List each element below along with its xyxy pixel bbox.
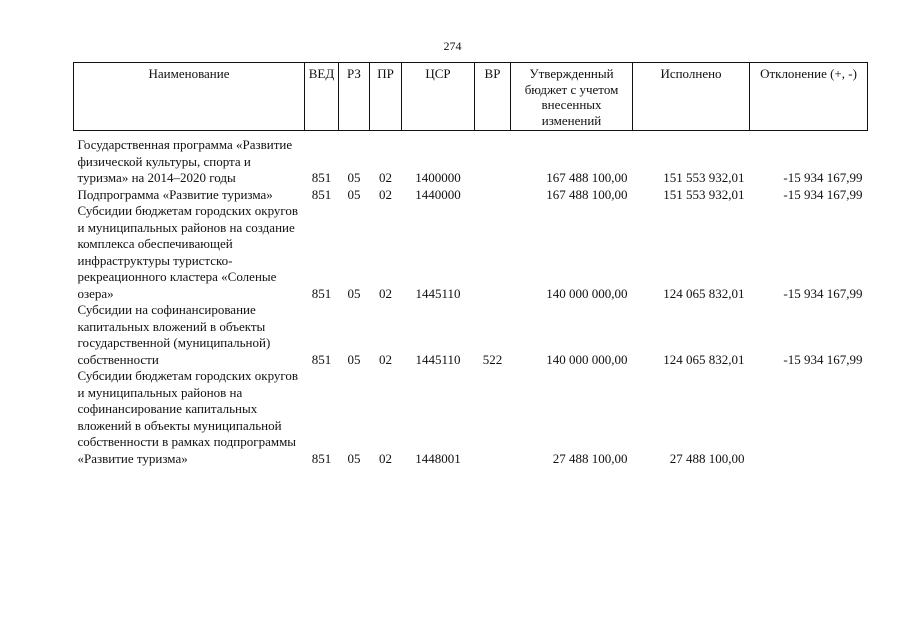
row-csr: 1440000 [415,186,461,202]
row-ved: 851 [311,351,332,367]
table-row [74,203,868,302]
row-vr [475,368,511,467]
row-vr: 522 [482,351,503,367]
row-csr: 1445110 [415,351,461,367]
row-name: Подпрограмма «Развитие туризма» [77,186,273,202]
table-row [74,368,868,467]
table-row [74,302,868,368]
table-row [74,187,868,204]
row-deviation: -15 934 167,99 [783,186,863,202]
row-rz: 05 [347,351,361,367]
row-ved: 851 [311,450,332,466]
header-deviation: Отклонение (+, -) [750,63,868,131]
row-approved: 27 488 100,00 [552,450,628,466]
header-vr: ВР [475,63,511,131]
header-pr: ПР [370,63,402,131]
row-name: Субсидии на софинансирование капитальных вложений в объекты государственной (муниципальной) собственности [77,302,271,367]
row-name: Субсидии бюджетам городских округов и муниципальных районов на софинансирование капитальных вложений в объекты муниципальной собственности в рамках подпрограммы «Развитие туризма» [77,368,299,466]
row-ved: 851 [311,170,332,185]
header-name: Наименование [74,63,305,131]
row-deviation [750,368,868,467]
table-header-row [74,63,868,131]
page-number: 274 [443,39,462,53]
header-approved: Утвержденный бюджет с учетом внесенных изменений [511,63,633,131]
row-approved: 167 488 100,00 [546,186,628,202]
row-pr: 02 [379,285,392,301]
row-csr: 1448001 [415,450,461,466]
header-rz: РЗ [339,63,370,131]
row-ved: 851 [311,186,332,202]
row-ved: 851 [311,285,332,301]
row-name: Государственная программа «Развитие физической культуры, спорта и туризма» на 2014–2020 годы [77,137,293,185]
row-pr: 02 [379,170,392,185]
header-ved: ВЕД [305,63,339,131]
row-rz: 05 [347,450,361,466]
row-approved: 140 000 000,00 [546,351,628,367]
row-vr [475,203,511,302]
row-csr: 1400000 [415,170,461,185]
row-approved: 140 000 000,00 [546,285,628,301]
header-csr: ЦСР [402,63,475,131]
row-pr: 02 [379,186,392,202]
row-deviation: -15 934 167,99 [783,170,863,185]
row-rz: 05 [347,170,361,185]
row-approved: 167 488 100,00 [546,170,628,185]
row-executed: 27 488 100,00 [669,450,745,466]
row-vr [475,131,511,187]
row-pr: 02 [379,351,392,367]
row-name: Субсидии бюджетам городских округов и муниципальных районов на создание комплекса обеспечивающей инфраструктуры туристско-рекреационного кластера «Соленые озера» [77,203,299,301]
row-executed: 124 065 832,01 [663,351,745,367]
row-executed: 151 553 932,01 [663,186,745,202]
budget-table [73,62,868,467]
row-rz: 05 [347,186,361,202]
row-pr: 02 [379,450,392,466]
row-deviation: -15 934 167,99 [783,351,863,367]
row-rz: 05 [347,285,361,301]
row-executed: 151 553 932,01 [663,170,745,185]
table-row [74,131,868,187]
header-executed: Исполнено [633,63,750,131]
row-deviation: -15 934 167,99 [783,285,863,301]
row-csr: 1445110 [415,285,461,301]
row-executed: 124 065 832,01 [663,285,745,301]
row-vr [475,187,511,204]
